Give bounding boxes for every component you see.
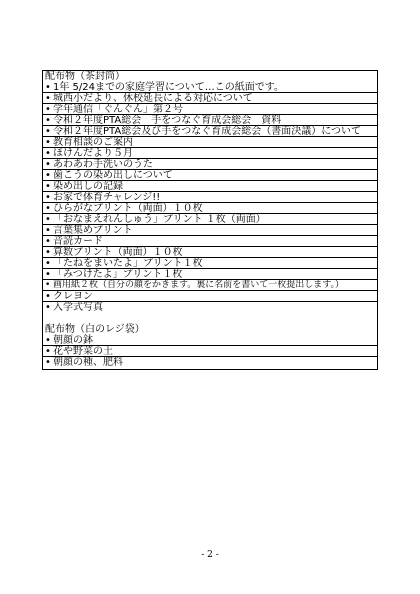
list-item: 令和２年度PTA総会 手をつなぐ育成会総会 資料 xyxy=(53,115,282,126)
bullet: • xyxy=(45,148,51,159)
list-item: 算数プリント（両面）１０枚 xyxy=(53,247,183,258)
bullet: • xyxy=(45,236,51,247)
list-item: 花や野菜の土 xyxy=(53,346,113,357)
list-item: 1年 5/24までの家庭学習について…この紙面です。 xyxy=(53,82,284,93)
page-number: - 2 - xyxy=(201,550,219,560)
section-brown-envelope xyxy=(43,71,377,313)
list-item: 「おなまえれんしゅう」プリント １枚（両面） xyxy=(53,214,266,225)
bullet: • xyxy=(45,159,51,170)
list-item: 歯こうの染め出しについて xyxy=(53,170,173,181)
bullet: • xyxy=(45,115,51,126)
list-item: あわあわ手洗いのうた xyxy=(53,159,153,170)
list-item: 令和２年度PTA総会及び手をつなぐ育成会総会（書面決議）について xyxy=(53,126,362,137)
list-item: 画用紙２枚（自分の顔をかきます。裏に名前を書いて一枚提出します。） xyxy=(53,280,345,290)
list-item: 学年通信「ぐんぐん」第２号 xyxy=(53,104,183,115)
bullet: • xyxy=(45,302,51,313)
list-item: クレヨン xyxy=(53,291,93,302)
list-item: 染め出しの記録 xyxy=(53,181,123,192)
bullet: • xyxy=(45,346,51,357)
bullet: • xyxy=(45,82,51,93)
list-item: 城西小だより、休校延長による対応について xyxy=(53,93,253,104)
bullet: • xyxy=(45,280,51,290)
bullet: • xyxy=(45,126,51,137)
section-heading: 配布物（白のレジ袋） xyxy=(45,324,145,335)
bullet: • xyxy=(45,335,51,346)
bullet: • xyxy=(45,247,51,258)
section-heading: 配布物（茶封筒） xyxy=(45,71,125,82)
list-item: 朝顔の種、肥料 xyxy=(53,357,123,368)
handout-list-frame xyxy=(42,70,378,370)
bullet: • xyxy=(45,291,51,302)
list-item: 教育相談のご案内 xyxy=(53,137,133,148)
list-item: 「みつけたよ」プリント１枚 xyxy=(53,269,183,280)
list-item: 音読カード xyxy=(53,236,103,247)
bullet: • xyxy=(45,214,51,225)
bullet: • xyxy=(45,170,51,181)
bullet: • xyxy=(45,137,51,148)
bullet: • xyxy=(45,225,51,236)
list-item: 入学式写真 xyxy=(53,302,103,313)
list-item: 「たねをまいたよ」プリント１枚 xyxy=(53,258,203,269)
bullet: • xyxy=(45,357,51,368)
list-item: ほけんだより５月 xyxy=(53,148,133,159)
list-item: ひらがなプリント（両面）１０枚 xyxy=(53,203,203,214)
bullet: • xyxy=(45,258,51,269)
list-item: 朝顔の鉢 xyxy=(53,335,93,346)
list-item: 言葉集めプリント xyxy=(53,225,133,236)
bullet: • xyxy=(45,104,51,115)
bullet: • xyxy=(45,192,51,203)
bullet: • xyxy=(45,269,51,280)
bullet: • xyxy=(45,203,51,214)
section-white-bag xyxy=(43,324,377,368)
bullet: • xyxy=(45,181,51,192)
bullet: • xyxy=(45,93,51,104)
list-item: お家で体育チャレンジ!! xyxy=(53,192,161,203)
